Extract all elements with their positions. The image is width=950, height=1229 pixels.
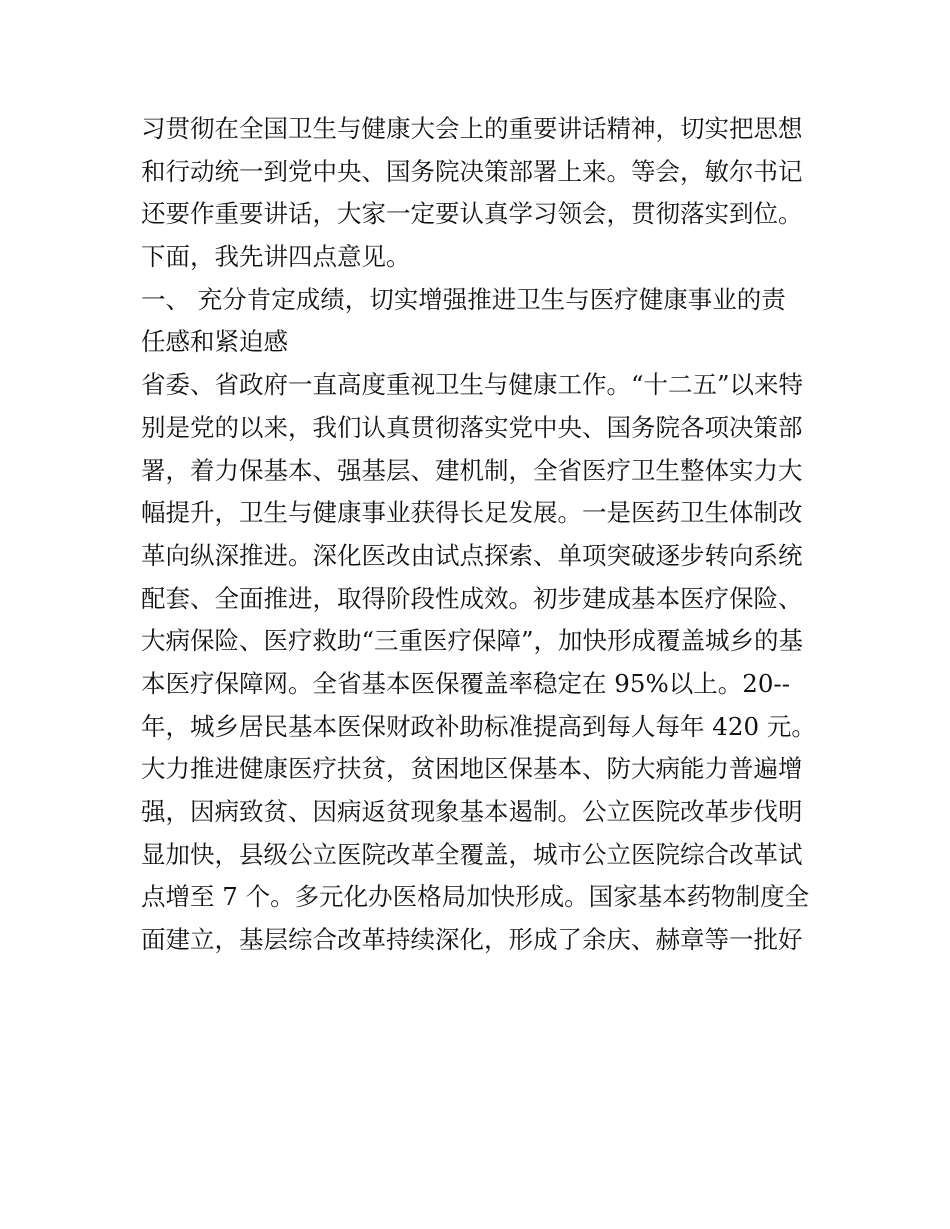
text-line: 配套、全面推进，取得阶段性成效。初步建成基本医疗保险、 <box>141 583 803 613</box>
section-heading-line: 一、 充分肯定成绩，切实增强推进卫生与医疗健康事业的责 <box>141 284 786 314</box>
text-line: 点增至 7 个。多元化办医格局加快形成。国家基本药物制度全 <box>141 882 810 912</box>
text-line: 年，城乡居民基本医保财政补助标准提高到每人每年 420 元。 <box>141 711 816 741</box>
text-line: 显加快，县级公立医院改革全覆盖，城市公立医院综合改革试 <box>141 839 803 869</box>
text-line: 别是党的以来，我们认真贯彻落实党中央、国务院各项决策部 <box>141 412 803 442</box>
text-line: 和行动统一到党中央、国务院决策部署上来。等会，敏尔书记 <box>141 156 803 186</box>
body-text <box>141 108 821 962</box>
text-line: 革向纵深推进。深化医改由试点探索、单项突破逐步转向系统 <box>141 540 803 570</box>
text-line: 署，着力保基本、强基层、建机制，全省医疗卫生整体实力大 <box>141 455 803 485</box>
text-line: 强，因病致贫、因病返贫现象基本遏制。公立医院改革步伐明 <box>141 797 803 826</box>
text-line: 面建立，基层综合改革持续深化，形成了余庆、赫章等一批好 <box>141 925 803 955</box>
text-line: 大病保险、医疗救助“三重医疗保障”，加快形成覆盖城乡的基 <box>141 626 804 656</box>
text-line: 还要作重要讲话，大家一定要认真学习领会，贯彻落实到位。 <box>141 199 803 229</box>
text-line: 本医疗保障网。全省基本医保覆盖率稳定在 95%以上。20-- <box>141 668 790 698</box>
text-line: 幅提升，卫生与健康事业获得长足发展。一是医药卫生体制改 <box>141 498 803 528</box>
text-line: 省委、省政府一直高度重视卫生与健康工作。“十二五”以来特 <box>141 370 804 400</box>
text-line: 下面，我先讲四点意见。 <box>141 242 411 272</box>
section-heading-line: 任感和紧迫感 <box>141 327 288 357</box>
text-line: 习贯彻在全国卫生与健康大会上的重要讲话精神，切实把思想 <box>141 114 803 143</box>
text-line: 大力推进健康医疗扶贫，贫困地区保基本、防大病能力普遍增 <box>141 754 803 784</box>
